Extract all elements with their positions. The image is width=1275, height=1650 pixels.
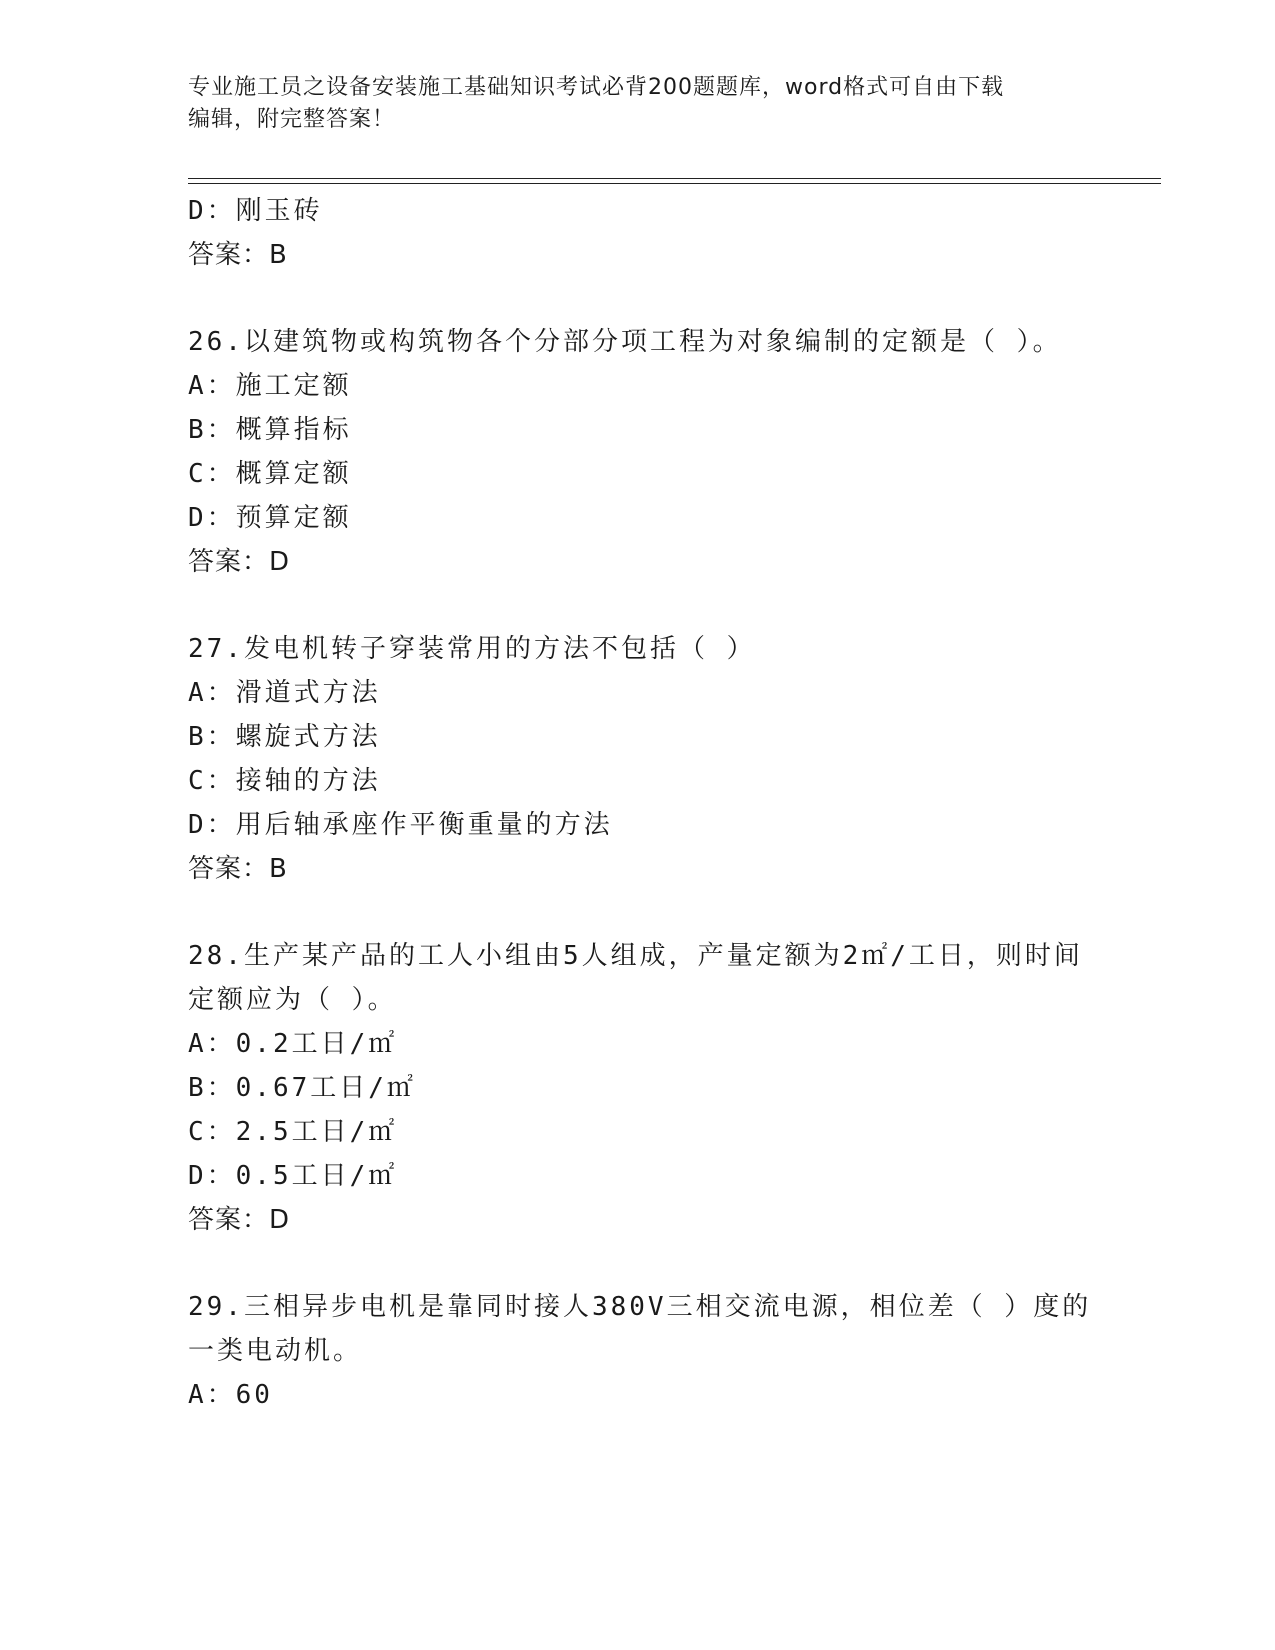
header-divider-top xyxy=(188,178,1161,179)
q27-option-a: A：滑道式方法 xyxy=(188,678,381,708)
document-header xyxy=(188,72,1088,136)
q28-option-a: A：0.2工日/㎡ xyxy=(188,1029,398,1059)
header-line-2: 编辑，附完整答案！ xyxy=(188,107,396,132)
q26-option-d: D：预算定额 xyxy=(188,503,352,533)
q28-option-c: C：2.5工日/㎡ xyxy=(188,1117,398,1147)
q26-option-b: B：概算指标 xyxy=(188,415,352,445)
q28-answer: 答案：D xyxy=(188,1205,291,1235)
q26-stem: 26.以建筑物或构筑物各个分部分项工程为对象编制的定额是（ ）。 xyxy=(188,327,1062,357)
q29-stem-line-1: 29.三相异步电机是靠同时接人380V三相交流电源，相位差（ ）度的 xyxy=(188,1292,1092,1322)
q27-option-b: B：螺旋式方法 xyxy=(188,722,381,752)
q29-option-a: A：60 xyxy=(188,1380,273,1410)
prev-option-d: D：刚玉砖 xyxy=(188,196,323,226)
prev-answer: 答案：B xyxy=(188,240,288,270)
q27-option-d: D：用后轴承座作平衡重量的方法 xyxy=(188,810,613,840)
q28-option-b: B：0.67工日/㎡ xyxy=(188,1073,416,1103)
q27-answer: 答案：B xyxy=(188,854,288,884)
header-line-1: 专业施工员之设备安装施工基础知识考试必背200题题库，word格式可自由下载 xyxy=(188,75,1005,100)
header-divider-bottom xyxy=(188,183,1161,184)
q28-stem-line-2: 定额应为（ ）。 xyxy=(188,985,397,1015)
q29-stem-line-2: 一类电动机。 xyxy=(188,1336,363,1366)
q26-option-c: C：概算定额 xyxy=(188,459,352,489)
q27-option-c: C：接轴的方法 xyxy=(188,766,381,796)
q27-stem: 27.发电机转子穿装常用的方法不包括（ ） xyxy=(188,634,756,664)
q28-stem-line-1: 28.生产某产品的工人小组由5人组成，产量定额为2㎡/工日，则时间 xyxy=(188,941,1083,971)
q26-option-a: A：施工定额 xyxy=(188,371,352,401)
q26-answer: 答案：D xyxy=(188,547,291,577)
q28-option-d: D：0.5工日/㎡ xyxy=(188,1161,398,1191)
